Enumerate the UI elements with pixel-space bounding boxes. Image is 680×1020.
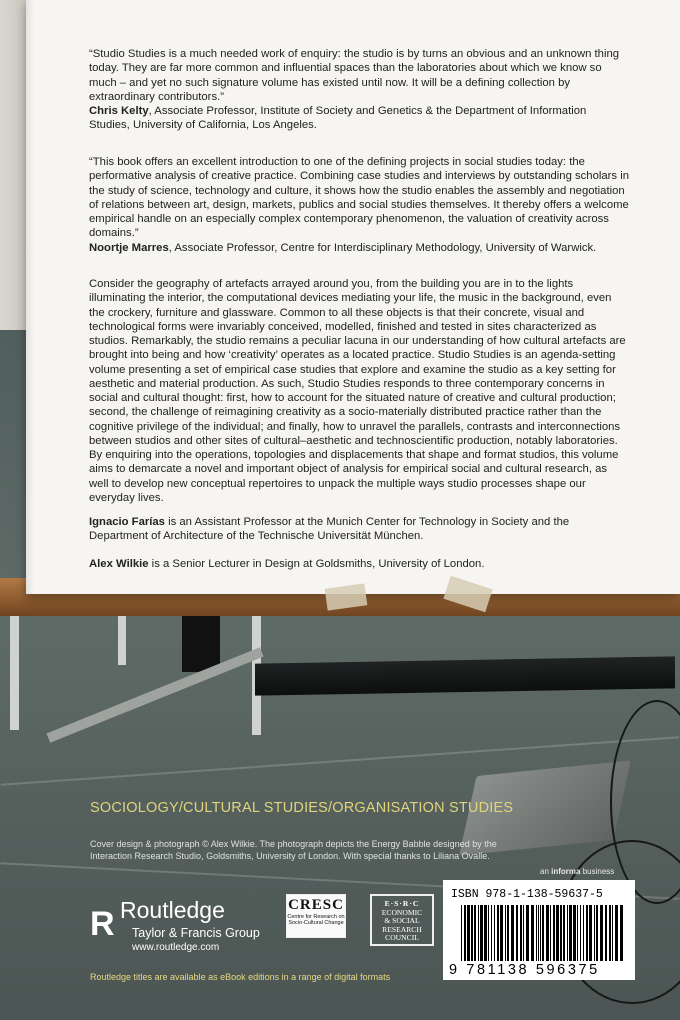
- barcode-bar: [474, 905, 476, 961]
- barcode-bar: [520, 905, 522, 961]
- barcode-bar: [589, 905, 592, 961]
- barcode-bar: [538, 905, 539, 961]
- barcode-bar: [569, 905, 572, 961]
- isbn-number: ISBN 978-1-138-59637-5: [451, 888, 603, 901]
- endorsement-marres: [89, 155, 629, 255]
- barcode-bar: [516, 905, 518, 961]
- book-description: [89, 277, 629, 505]
- barcode-bar: [484, 905, 487, 961]
- endorsement-attribution: [89, 104, 629, 133]
- table-leg: [10, 600, 19, 730]
- table-leg: [118, 610, 126, 665]
- cresc-logo: [286, 894, 346, 938]
- barcode-bar: [620, 905, 623, 961]
- endorser-name: Noortje Marres: [89, 241, 169, 254]
- author-bio-text: is an Assistant Professor at the Munich Center for Technology in Society and the Department of Architecture of the Technische Universität München.: [89, 516, 570, 543]
- barcode-bar: [600, 905, 603, 961]
- barcode-bar: [556, 905, 559, 961]
- barcode-bar: [526, 905, 529, 961]
- energy-babble-bench: [255, 656, 675, 695]
- barcode-bar: [609, 905, 611, 961]
- informa-business-note: an informa business: [540, 867, 615, 876]
- barcode-bar: [461, 905, 462, 961]
- endorser-name: Chris Kelty: [89, 105, 149, 117]
- endorsement-attribution: [89, 241, 629, 255]
- barcode-bar: [491, 905, 492, 961]
- barcode-bar: [497, 905, 499, 961]
- isbn-barcode: [443, 880, 635, 980]
- barcode-bar: [553, 905, 555, 961]
- barcode-bar: [536, 905, 537, 961]
- barcode-bar: [586, 905, 588, 961]
- barcode-bar: [605, 905, 607, 961]
- author-bio-text: is a Senior Lecturer in Design at Goldsmiths, University of London.: [148, 558, 485, 570]
- barcode-bar: [540, 905, 541, 961]
- ean-number: 9 781138 596375: [449, 962, 600, 978]
- barcode-bar: [505, 905, 506, 961]
- barcode-bars: [461, 905, 623, 961]
- chair-frame: [47, 647, 264, 742]
- barcode-bar: [511, 905, 514, 961]
- barcode-bar: [580, 905, 581, 961]
- endorser-affiliation: , Associate Professor, Centre for Interdisciplinary Methodology, University of Warwick.: [168, 241, 597, 254]
- endorsement-quote: “This book offers an excellent introduction to one of the defining projects in social studies today: the performative analysis of creative practice. Combining case studies and interviews by outstanding scholars in the study of science, technology and culture, it shows how the studio enables the assembly and negotiation of relations between art, design, markets, publics and social studies themselves. It thereby offers a welcome empirical handle on an especially complex contemporary phenomenon, the valuation of creativity across domains.”: [89, 156, 630, 240]
- routledge-logo: [90, 895, 280, 955]
- author-name: Alex Wilkie: [89, 558, 149, 570]
- subject-category: SOCIOLOGY/CULTURAL STUDIES/ORGANISATION STUDIES: [90, 800, 514, 816]
- barcode-bar: [471, 905, 473, 961]
- cover-credit: Cover design & photograph © Alex Wilkie. The photograph depicts the Energy Babble designed by the Interaction Research Studio, Goldsmiths, University of London. With special thanks to Liliana Ovalle.: [90, 839, 497, 861]
- endorsement-kelty: [89, 47, 629, 133]
- routledge-mark-icon: R: [90, 905, 115, 943]
- barcode-bar: [560, 905, 562, 961]
- barcode-bar: [577, 905, 578, 961]
- barcode-bar: [567, 905, 568, 961]
- barcode-bar: [507, 905, 509, 961]
- barcode-bar: [467, 905, 470, 961]
- barcode-bar: [478, 905, 479, 961]
- barcode-bar: [573, 905, 576, 961]
- publisher-group: Taylor & Francis Group: [132, 926, 260, 940]
- barcode-bar: [464, 905, 466, 961]
- author-name: Ignacio Farías: [89, 516, 165, 528]
- barcode-bar: [596, 905, 598, 961]
- barcode-bar: [594, 905, 595, 961]
- author-bio: [89, 515, 629, 544]
- barcode-bar: [494, 905, 495, 961]
- publisher-url: www.routledge.com: [132, 942, 220, 953]
- barcode-bar: [480, 905, 483, 961]
- ebook-note: Routledge titles are available as eBook editions in a range of digital formats: [90, 972, 391, 982]
- barcode-bar: [523, 905, 524, 961]
- description-text: Consider the geography of artefacts arrayed around you, from the building you are in to the lights illuminating the interior, the computational devices mediating your life, the music in the background, even the crockery, furniture and glassware. Common to all these objects is that their concrete, visual and technological forms were invariably conceived, modelled, finished and tested in sites characterized as studios. Remarkably, the studio remains a peculiar lacuna in our understanding of how cultural artefacts are brought into being and how ‘creativity’ operates as a located practice. Studio Studies is an agenda-setting volume presenting a set of empirical case studies that explore and examine the studio as a key setting for aesthetic and material production. As such, Studio Studies responds to three contemporary concerns in social and cultural thought: first, how to account for the situated nature of creative and cultural production; second, the challenge of reimagining creativity as a socio-materially distributed practice rather than the cognitive privilege of the individual; and finally, how to unravel the parallels, contrasts and interconnections between studios and other sites of cultural–aesthetic and technoscientific production, notably laboratories. By enquiring into the operations, topologies and displacements that shape and format studios, this volume aims to demarcate a novel and important object of analysis for empirical social and cultural research, as well to develop new conceptual repertoires to unpack the multiple ways studio processes shape our everyday lives.: [89, 278, 626, 504]
- barcode-bar: [583, 905, 584, 961]
- endorsement-quote: “Studio Studies is a much needed work of enquiry: the studio is by turns an obvious and an unknown thing today. They are far more common and influential spaces than the laboratories about which we know so much – and yet no such signature volume has existed until now. It will be a defining collection by extraordinary contributors.”: [89, 48, 620, 103]
- barcode-bar: [612, 905, 613, 961]
- author-bio: [89, 557, 629, 571]
- informa-brand: informa: [551, 867, 581, 876]
- barcode-bar: [546, 905, 549, 961]
- barcode-bar: [550, 905, 551, 961]
- barcode-bar: [615, 905, 618, 961]
- publisher-name: Routledge: [120, 897, 225, 923]
- barcode-bar: [500, 905, 503, 961]
- barcode-bar: [531, 905, 534, 961]
- cresc-subtitle: Centre for Research on Socio-Cultural Change: [287, 914, 345, 926]
- table-leg: [182, 612, 220, 672]
- barcode-bar: [488, 905, 489, 961]
- endorser-affiliation: , Associate Professor, Institute of Society and Genetics & the Department of Information Studies, University of California, Los Angeles.: [89, 105, 587, 132]
- barcode-bar: [542, 905, 544, 961]
- barcode-bar: [563, 905, 565, 961]
- esrc-logo: E·S·R·C ECONOMIC & SOCIAL RESEARCH COUNCIL: [370, 894, 434, 946]
- cresc-title: CRESC: [288, 897, 344, 913]
